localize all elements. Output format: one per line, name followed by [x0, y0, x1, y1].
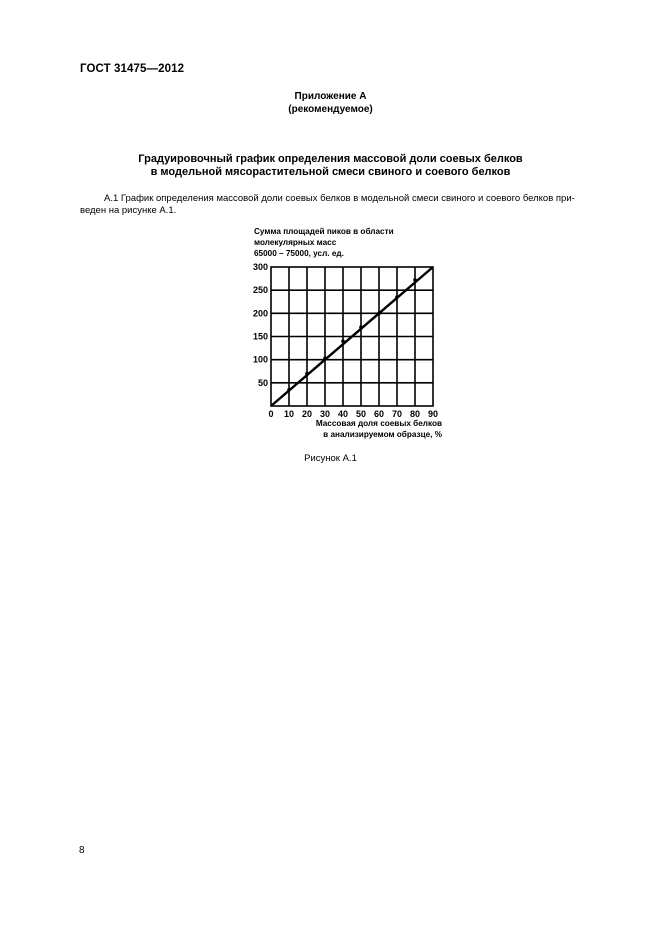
chart-ylabel-line3: 65000 – 75000, усл. ед. [254, 249, 344, 258]
data-point [413, 278, 417, 282]
paragraph-line1 [80, 193, 606, 205]
x-tick-label: 0 [268, 409, 274, 419]
data-point [287, 388, 291, 392]
chart-xlabel-line1: Массовая доля соевых белков [315, 419, 442, 428]
section-title-line1: Градуировочный график определения массовой доли соевых белков [138, 153, 523, 165]
y-tick-label: 100 [252, 354, 268, 365]
y-tick-label: 50 [257, 377, 268, 388]
data-point [377, 312, 381, 316]
paragraph [80, 193, 606, 217]
figure-caption: Рисунок А.1 [304, 453, 357, 464]
section-title-line2: в модельной мясорастительной смеси свиного и соевого белков [150, 166, 511, 178]
document-header: ГОСТ 31475—2012 [80, 63, 185, 75]
data-point [395, 295, 399, 299]
x-tick-label: 90 [427, 409, 439, 419]
data-point [341, 339, 345, 343]
chart-xlabel [316, 418, 443, 439]
calibration-chart [248, 222, 448, 444]
chart-x-ticks [268, 409, 438, 419]
appendix-title: Приложение А [294, 91, 367, 102]
x-tick-label: 40 [337, 409, 349, 419]
y-tick-label: 250 [252, 285, 268, 296]
appendix-subtitle: (рекомендуемое) [288, 104, 373, 115]
x-tick-label: 60 [373, 409, 385, 419]
data-point [305, 372, 309, 376]
x-tick-label: 20 [301, 409, 313, 419]
paragraph-line1-text: А.1 График определения массовой доли соевых белков в модельной смеси свиного и соевого белков при- [104, 193, 575, 204]
page-number: 8 [79, 845, 85, 856]
x-tick-label: 30 [319, 409, 331, 419]
chart-ylabel-line2: молекулярных масс [254, 238, 337, 247]
paragraph-line2: веден на рисунке А.1. [80, 205, 177, 216]
data-point [359, 325, 363, 329]
y-tick-label: 200 [252, 308, 268, 319]
data-point [323, 356, 327, 360]
chart-ylabel-line1: Сумма площадей пиков в области [254, 227, 394, 236]
x-tick-label: 70 [391, 409, 403, 419]
y-tick-label: 300 [252, 262, 268, 272]
y-tick-label: 150 [252, 331, 268, 342]
x-tick-label: 80 [409, 409, 421, 419]
chart-y-ticks [253, 262, 268, 388]
chart-xlabel-line2: в анализируемом образце, % [323, 430, 442, 439]
x-tick-label: 50 [355, 409, 367, 419]
x-tick-label: 10 [283, 409, 295, 419]
chart-ylabel [254, 226, 394, 258]
